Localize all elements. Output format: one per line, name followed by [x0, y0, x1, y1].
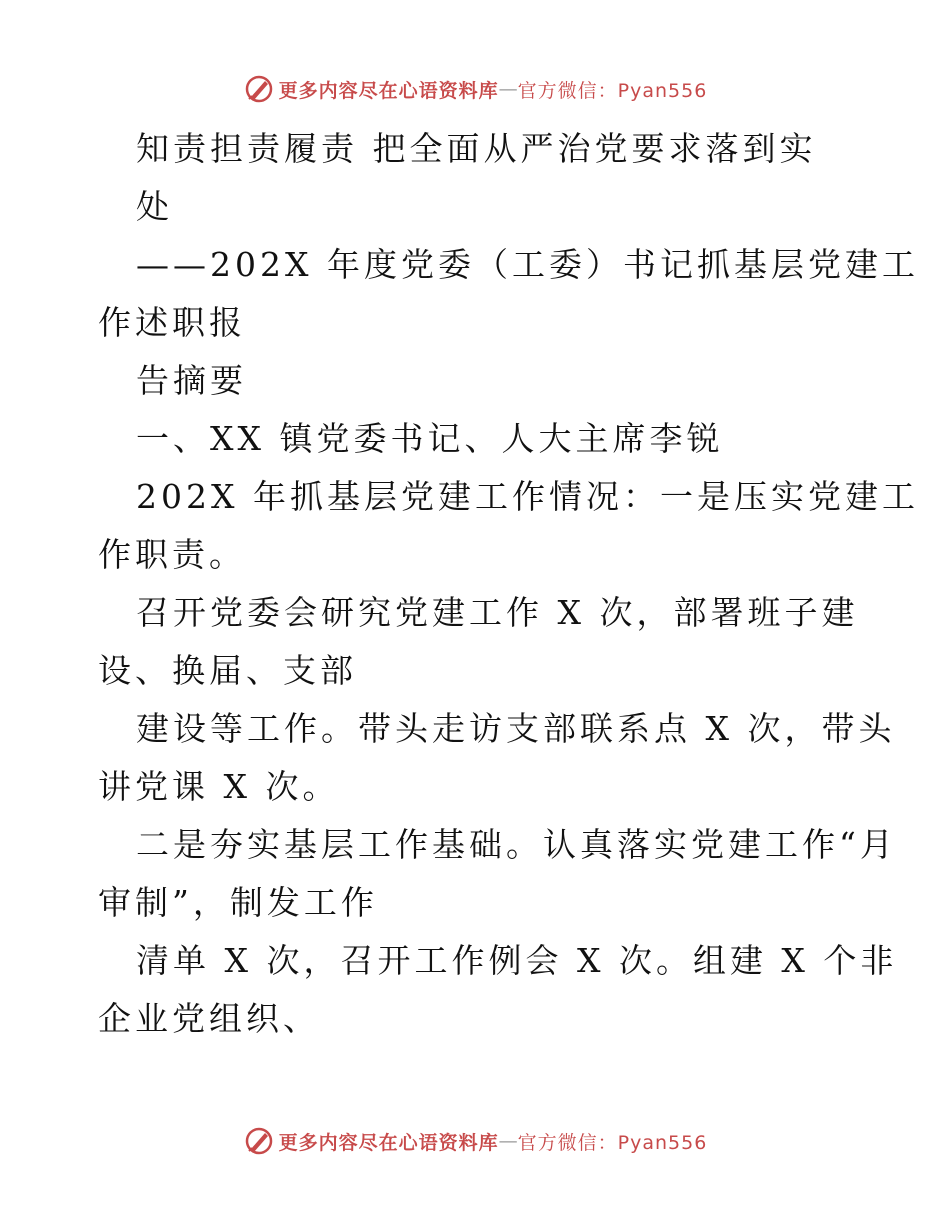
text-line: 清单 X 次，召开工作例会 X 次。组建 X 个非	[136, 941, 898, 980]
text-line: 讲党课 X 次。	[98, 767, 340, 806]
header-watermark	[0, 72, 950, 106]
text-line: 召开党委会研究党建工作 X 次，部署班子建	[136, 593, 859, 632]
watermark-separator: —	[498, 1130, 518, 1152]
text-line: 告摘要	[136, 361, 247, 400]
text-line: 企业党组织、	[98, 999, 320, 1038]
text-line: 设、换届、支部	[98, 651, 357, 690]
text-line: 知责担责履责 把全面从严治党要求落到实	[136, 129, 817, 168]
footer-watermark	[0, 1124, 950, 1158]
text-line: 处	[136, 187, 173, 226]
text-line: 202X 年抓基层党建工作情况：一是压实党建工	[136, 477, 919, 516]
watermark-brand: 更多内容尽在心语资料库	[278, 79, 499, 102]
text-line: 作述职报	[98, 303, 246, 342]
watermark-contact: 官方微信：Pyan556	[517, 1131, 708, 1154]
text-line: 二是夯实基层工作基础。认真落实党建工作“月	[136, 825, 897, 864]
watermark-contact: 官方微信：Pyan556	[517, 79, 708, 102]
watermark-brand: 更多内容尽在心语资料库	[278, 1131, 499, 1154]
watermark-separator: —	[498, 78, 518, 100]
text-line: 作职责。	[98, 535, 246, 574]
brush-logo-icon	[243, 73, 275, 105]
text-line: 一、XX 镇党委书记、人大主席李锐	[136, 419, 724, 458]
document-body	[98, 120, 919, 1048]
text-line: ——202X 年度党委（工委）书记抓基层党建工	[136, 245, 919, 284]
text-line: 建设等工作。带头走访支部联系点 X 次，带头	[136, 709, 896, 748]
text-line: 审制”，制发工作	[98, 883, 378, 922]
brush-logo-icon	[243, 1125, 275, 1157]
